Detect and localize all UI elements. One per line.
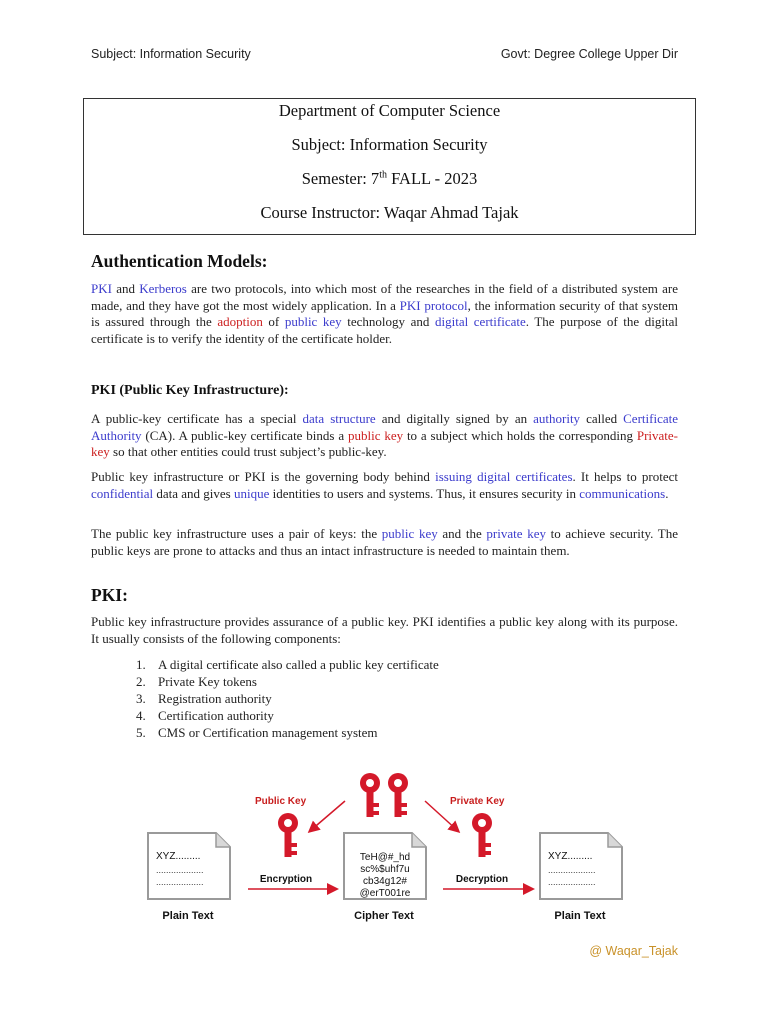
highlight-red-text: Private-key (91, 427, 678, 460)
semester-suffix: FALL - 2023 (386, 169, 478, 188)
list-item (91, 656, 678, 673)
section-authentication-models (91, 251, 678, 272)
list-item-number: 3. (136, 691, 146, 706)
highlight-red-text: public key (347, 427, 404, 443)
semester-prefix: Semester: 7 (301, 169, 380, 188)
plain-text-caption-left: Plain Text (162, 910, 214, 922)
highlight-link-text: PKI protocol (399, 297, 468, 313)
public-key-icon (278, 813, 298, 857)
list-item-number: 4. (136, 708, 146, 723)
cipher-text-document (344, 833, 426, 899)
paragraph-text: are two protocols, into which most of the researches in the field of a distributed system are made, and they have got the most widely application. In a (91, 281, 678, 313)
paragraph-text: to achieve security. The public keys are prone to attacks and thus an intact infrastructure is needed to maintain them. (91, 526, 679, 558)
highlight-link-text: Certificate Authority (91, 411, 678, 443)
authentication-models-heading: Authentication Models: (91, 251, 268, 271)
paragraph-text: , the information security of that system is assured through the (91, 297, 679, 330)
plain-doc-dots-right: ................... (548, 865, 596, 875)
list-item-number: 5. (136, 725, 146, 740)
highlight-link-text: data structure (302, 411, 376, 426)
authentication-paragraph-wrap (91, 281, 678, 347)
paragraph-text: so that other entities could trust subject’s public-key. (109, 444, 387, 460)
paragraph-text: . (665, 485, 669, 501)
department-title: Department of Computer Science (278, 101, 501, 120)
list-item (91, 707, 678, 724)
section-pki-infrastructure (91, 383, 678, 399)
pki-paragraph-1-wrap (91, 411, 678, 461)
list-item-number: 2. (136, 674, 146, 689)
paragraph-text: technology and (341, 314, 435, 330)
highlight-link-text: PKI (91, 281, 112, 296)
pki-components-intro: Public key infrastructure provides assurance of a public key. PKI identifies a public key along with its purpose. It usually consists of the following components: (91, 614, 678, 646)
instructor-title: Course Instructor: Waqar Ahmad Tajak (260, 203, 519, 222)
paragraph-text: The public key infrastructure uses a pair of keys: the (91, 526, 382, 541)
paragraph-text: Public key infrastructure or PKI is the governing body behind (91, 469, 436, 484)
list-item (91, 690, 678, 707)
paragraph-text: of (262, 314, 285, 330)
list-item (91, 673, 678, 690)
public-key-arrow (310, 801, 345, 831)
list-item-number: 1. (136, 657, 146, 672)
title-box (83, 98, 696, 235)
paragraph-text: called (580, 411, 624, 426)
highlight-link-text: digital certificate (434, 314, 526, 330)
cipher-text-caption: Cipher Text (354, 910, 414, 922)
pki-infrastructure-heading: PKI (Public Key Infrastructure): (91, 383, 289, 398)
author-credit: @ Waqar_Tajak (589, 944, 678, 958)
plain-doc-dots-left: ................... (156, 877, 204, 887)
pki-paragraph-2-wrap (91, 469, 678, 502)
plain-doc-title-right: XYZ......... (548, 851, 593, 862)
highlight-link-text: public key (284, 314, 342, 330)
list-item-text: CMS or Certification management system (158, 725, 378, 740)
highlight-link-text: public key (381, 526, 438, 541)
cipher-line: sc%$uhf7u (360, 864, 410, 875)
plain-doc-dots-right: ................... (548, 877, 596, 887)
page-header-college: Govt: Degree College Upper Dir (500, 47, 678, 61)
paragraph-text: (CA). A public-key certificate binds a (141, 427, 348, 443)
pki-heading: PKI: (91, 585, 128, 605)
encryption-diagram (140, 765, 630, 930)
decryption-label: Decryption (455, 874, 509, 885)
list-item-text: Private Key tokens (158, 674, 257, 689)
paragraph-text: to a subject which holds the corresponding (403, 427, 637, 443)
plain-doc-title-left: XYZ......... (156, 851, 201, 862)
paragraph-text: data and gives (153, 485, 234, 501)
highlight-link-text: unique (233, 485, 270, 501)
top-key-pair-icon (360, 773, 408, 817)
private-key-label: Private Key (450, 796, 505, 807)
semester-superscript: th (379, 169, 387, 181)
highlight-link-text: private key (486, 526, 546, 541)
page-header-subject: Subject: Information Security (91, 47, 251, 61)
semester-title (84, 169, 695, 189)
highlight-link-text: Kerberos (139, 281, 187, 296)
paragraph-text: and digitally signed by an (375, 411, 534, 426)
plain-text-document-left (148, 833, 230, 899)
highlight-link-text: issuing digital certificates (435, 469, 573, 484)
list-item-text: Registration authority (158, 691, 272, 706)
pki-paragraph-3-wrap (91, 526, 678, 559)
cipher-line: TeH@#_hd (359, 852, 411, 863)
cipher-line: cb34g12# (363, 876, 407, 887)
highlight-link-text: authority (533, 411, 581, 426)
subject-title: Subject: Information Security (291, 135, 488, 154)
section-pki (91, 585, 678, 606)
paragraph-text: . It helps to protect (572, 469, 678, 484)
list-item-text: A digital certificate also called a public key certificate (158, 657, 439, 672)
pki-paragraph-3 (91, 526, 678, 559)
list-item (91, 724, 678, 741)
highlight-red-text: adoption (217, 314, 263, 330)
plain-text-caption-right: Plain Text (554, 910, 606, 922)
plain-doc-dots-left: ................... (156, 865, 204, 875)
cipher-line: @erT001re (359, 888, 411, 899)
pki-components-list-wrap (91, 656, 678, 741)
highlight-link-text: communications (579, 485, 666, 501)
public-key-label: Public Key (255, 796, 307, 807)
encryption-label: Encryption (259, 874, 313, 885)
authentication-paragraph (91, 281, 678, 347)
pki-components-intro-wrap (91, 614, 678, 647)
plain-text-document-right (540, 833, 622, 899)
list-item-text: Certification authority (158, 708, 274, 723)
pki-paragraph-2 (91, 469, 678, 502)
highlight-link-text: confidential (91, 485, 154, 501)
pki-paragraph-1 (91, 411, 678, 461)
private-key-icon (472, 813, 492, 857)
paragraph-text: identities to users and systems. Thus, it ensures security in (269, 485, 580, 501)
paragraph-text: and (111, 281, 140, 296)
pki-components-list (91, 656, 678, 741)
paragraph-text: . The purpose of the digital certificate is to verify the identity of the certificate holder. (91, 314, 678, 346)
paragraph-text: A public-key certificate has a special (91, 411, 303, 426)
paragraph-text: and the (437, 526, 487, 541)
